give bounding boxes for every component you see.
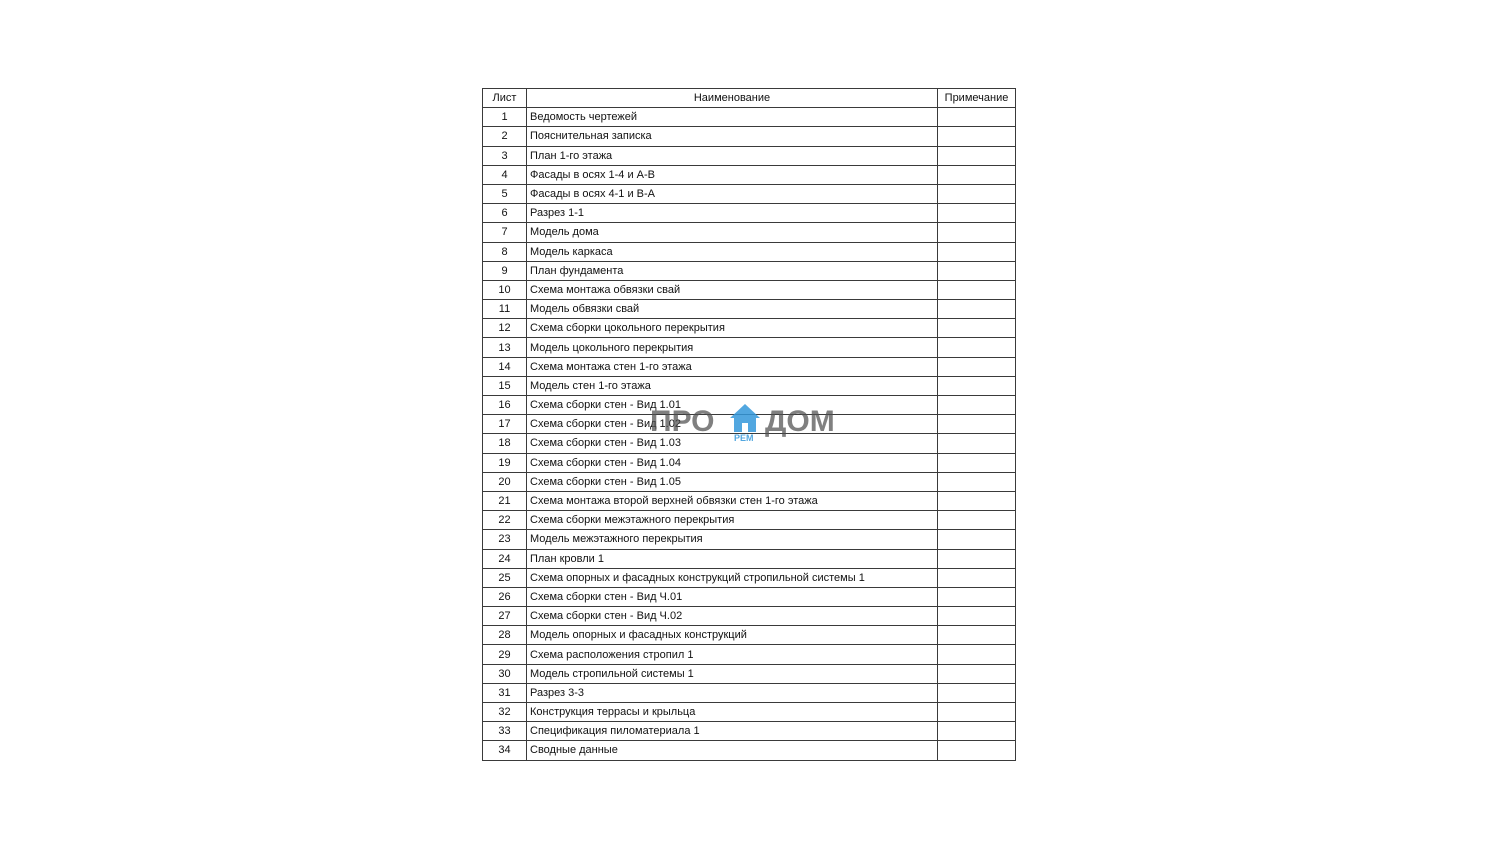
sheet-title: Схема расположения стропил 1 (527, 645, 938, 664)
table-row (483, 587, 1016, 606)
sheet-note (938, 300, 1016, 319)
watermark-word-right: ДОМ (765, 405, 835, 438)
table-row (483, 242, 1016, 261)
sheet-note (938, 127, 1016, 146)
sheet-title: Схема монтажа второй верхней обвязки стен 1-го этажа (527, 491, 938, 510)
sheet-note (938, 165, 1016, 184)
sheet-number: 11 (483, 300, 527, 319)
sheet-number: 18 (483, 434, 527, 453)
sheet-title: Спецификация пиломатериала 1 (527, 722, 938, 741)
sheet-number: 32 (483, 703, 527, 722)
sheet-title: Модель опорных и фасадных конструкций (527, 626, 938, 645)
table-row (483, 607, 1016, 626)
sheet-number: 15 (483, 376, 527, 395)
sheet-note (938, 338, 1016, 357)
sheet-title: Схема сборки межэтажного перекрытия (527, 511, 938, 530)
sheet-title: Фасады в осях 4-1 и В-А (527, 184, 938, 203)
sheet-number: 20 (483, 472, 527, 491)
sheet-number: 19 (483, 453, 527, 472)
sheet-number: 22 (483, 511, 527, 530)
table-row (483, 491, 1016, 510)
sheet-note (938, 223, 1016, 242)
table-row (483, 108, 1016, 127)
table-row (483, 472, 1016, 491)
table-body (483, 108, 1016, 760)
sheet-note (938, 146, 1016, 165)
sheet-note (938, 319, 1016, 338)
table-row (483, 722, 1016, 741)
table-row (483, 415, 1016, 434)
sheet-title: Схема опорных и фасадных конструкций стропильной системы 1 (527, 568, 938, 587)
sheet-note (938, 184, 1016, 203)
table-row (483, 530, 1016, 549)
sheet-number: 26 (483, 587, 527, 606)
table-row (483, 357, 1016, 376)
table-row (483, 568, 1016, 587)
sheet-title: Модель каркаса (527, 242, 938, 261)
sheet-title: Схема сборки стен - Вид 1.03 (527, 434, 938, 453)
sheet-note (938, 626, 1016, 645)
sheet-title: Модель стен 1-го этажа (527, 376, 938, 395)
table-row (483, 645, 1016, 664)
sheet-number: 24 (483, 549, 527, 568)
sheet-title: Модель цокольного перекрытия (527, 338, 938, 357)
table-row (483, 549, 1016, 568)
drawings-list-table (482, 88, 1016, 761)
sheet-number: 30 (483, 664, 527, 683)
sheet-number: 4 (483, 165, 527, 184)
sheet-note (938, 357, 1016, 376)
sheet-note (938, 108, 1016, 127)
sheet-title: Пояснительная записка (527, 127, 938, 146)
sheet-title: Фасады в осях 1-4 и А-В (527, 165, 938, 184)
table-row (483, 683, 1016, 702)
sheet-number: 13 (483, 338, 527, 357)
header-sheet: Лист (483, 89, 527, 108)
sheet-number: 7 (483, 223, 527, 242)
header-name: Наименование (527, 89, 938, 108)
sheet-number: 23 (483, 530, 527, 549)
table-row (483, 741, 1016, 760)
sheet-title: Сводные данные (527, 741, 938, 760)
table-row (483, 280, 1016, 299)
sheet-title: Разрез 3-3 (527, 683, 938, 702)
table-row (483, 165, 1016, 184)
sheet-number: 31 (483, 683, 527, 702)
sheet-note (938, 645, 1016, 664)
sheet-note (938, 376, 1016, 395)
sheet-note (938, 722, 1016, 741)
table-row (483, 434, 1016, 453)
sheet-number: 17 (483, 415, 527, 434)
sheet-note (938, 204, 1016, 223)
table-row (483, 223, 1016, 242)
sheet-number: 29 (483, 645, 527, 664)
sheet-note (938, 683, 1016, 702)
sheet-title: Ведомость чертежей (527, 108, 938, 127)
sheet-number: 6 (483, 204, 527, 223)
sheet-title: Схема сборки стен - Вид 1.04 (527, 453, 938, 472)
table-row (483, 511, 1016, 530)
sheet-note (938, 549, 1016, 568)
sheet-note (938, 741, 1016, 760)
watermark-sub: РЕМ (734, 433, 754, 443)
table-row (483, 664, 1016, 683)
sheet-note (938, 242, 1016, 261)
sheet-number: 33 (483, 722, 527, 741)
sheet-number: 12 (483, 319, 527, 338)
sheet-title: Схема сборки стен - Вид 1.05 (527, 472, 938, 491)
sheet-number: 3 (483, 146, 527, 165)
sheet-note (938, 415, 1016, 434)
watermark-word-left: ПРО (650, 405, 715, 438)
table-row (483, 396, 1016, 415)
sheet-title: Модель межэтажного перекрытия (527, 530, 938, 549)
sheet-note (938, 434, 1016, 453)
sheet-note (938, 472, 1016, 491)
table-row (483, 127, 1016, 146)
sheet-title: Схема сборки цокольного перекрытия (527, 319, 938, 338)
sheet-note (938, 664, 1016, 683)
table-row (483, 453, 1016, 472)
header-note: Примечание (938, 89, 1016, 108)
sheet-title: Модель стропильной системы 1 (527, 664, 938, 683)
sheet-number: 8 (483, 242, 527, 261)
header-row (483, 89, 1016, 108)
sheet-title: Схема монтажа стен 1-го этажа (527, 357, 938, 376)
sheet-note (938, 607, 1016, 626)
sheet-note (938, 453, 1016, 472)
sheet-note (938, 703, 1016, 722)
table-row (483, 261, 1016, 280)
sheet-title: Схема сборки стен - Вид Ч.01 (527, 587, 938, 606)
sheet-title: Схема сборки стен - Вид 1.01 (527, 396, 938, 415)
sheet-title: Разрез 1-1 (527, 204, 938, 223)
sheet-title: План 1-го этажа (527, 146, 938, 165)
sheet-number: 28 (483, 626, 527, 645)
sheet-number: 1 (483, 108, 527, 127)
sheet-number: 25 (483, 568, 527, 587)
sheet-title: Схема сборки стен - Вид 1.02 (527, 415, 938, 434)
table-row (483, 300, 1016, 319)
sheet-note (938, 568, 1016, 587)
table-row (483, 146, 1016, 165)
sheet-number: 27 (483, 607, 527, 626)
sheet-number: 10 (483, 280, 527, 299)
sheet-title: Модель обвязки свай (527, 300, 938, 319)
sheet-note (938, 530, 1016, 549)
sheet-note (938, 261, 1016, 280)
sheet-number: 34 (483, 741, 527, 760)
sheet-note (938, 511, 1016, 530)
sheet-title: Схема монтажа обвязки свай (527, 280, 938, 299)
sheet-number: 14 (483, 357, 527, 376)
sheet-title: План кровли 1 (527, 549, 938, 568)
sheet-number: 2 (483, 127, 527, 146)
table-header (483, 89, 1016, 108)
sheet-number: 16 (483, 396, 527, 415)
sheet-number: 5 (483, 184, 527, 203)
sheet-title: План фундамента (527, 261, 938, 280)
sheet-note (938, 491, 1016, 510)
sheet-title: Модель дома (527, 223, 938, 242)
table-row (483, 184, 1016, 203)
sheet-note (938, 587, 1016, 606)
sheet-title: Схема сборки стен - Вид Ч.02 (527, 607, 938, 626)
sheet-note (938, 280, 1016, 299)
table-row (483, 376, 1016, 395)
sheet-note (938, 396, 1016, 415)
table-row (483, 204, 1016, 223)
table-row (483, 626, 1016, 645)
sheet-number: 21 (483, 491, 527, 510)
sheet-title: Конструкция террасы и крыльца (527, 703, 938, 722)
sheet-number: 9 (483, 261, 527, 280)
table-row (483, 338, 1016, 357)
table-row (483, 703, 1016, 722)
table-row (483, 319, 1016, 338)
